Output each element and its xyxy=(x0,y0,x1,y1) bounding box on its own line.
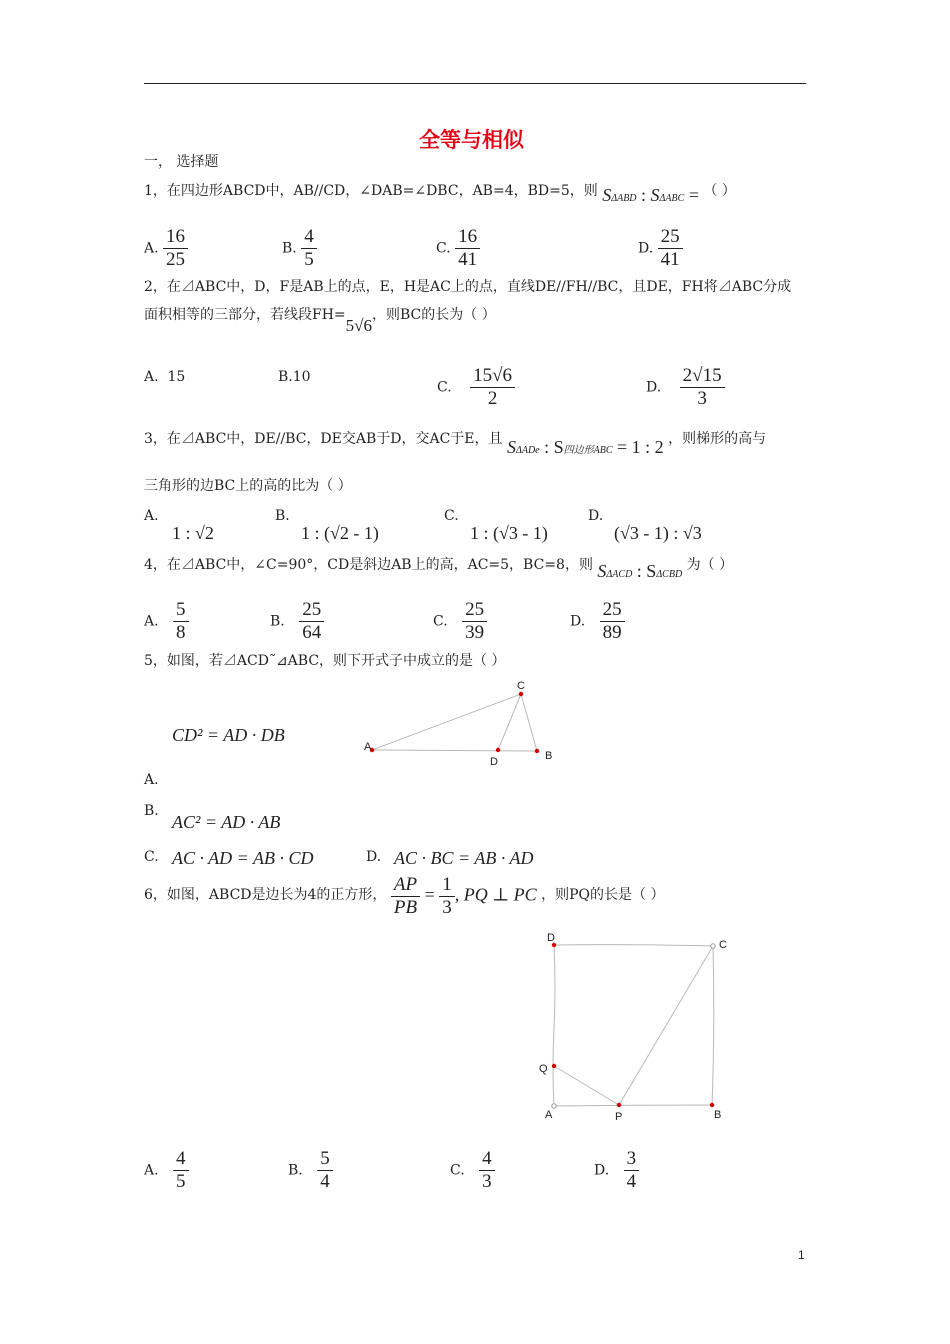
q1-paren: （ ） xyxy=(703,183,736,199)
q6-text: 6，如图，ABCD是边长为4的正方形， $\frac{AP}{PB}$ = $\frac{1}{3}$ , PQ ⊥ PC ，则PQ的长是（ ） xyxy=(144,874,665,918)
q6-point-q xyxy=(552,1064,556,1068)
q5-point-b xyxy=(535,749,539,753)
q6-label-a: A xyxy=(545,1109,553,1121)
q6-label-d: D xyxy=(547,932,555,944)
q2-line2: 面积相等的三部分，若线段FH=5√6，则BC的长为（ ） xyxy=(144,307,496,335)
q1-ratio: SΔABD : SΔABC = xyxy=(602,185,699,205)
page-title: 全等与相似 xyxy=(419,128,524,152)
q5-triangle-figure xyxy=(360,676,560,771)
q3-ratio: SΔADe : S四边形ABC = 1 : 2 xyxy=(506,437,664,457)
q3-text: 3，在⊿ABC中，DE//BC，DE交AB于D，交AC于E，且 SΔADe : S四边形ABC = 1 : 2 ，则梯形的高与 xyxy=(144,431,767,457)
q2-option-d: D. $\frac{2√15}{3}$ xyxy=(646,365,725,410)
q6-option-a: A. $\frac{4}{5}$ xyxy=(144,1148,189,1193)
q3-option-d: D. (√3 - 1) : √3 xyxy=(588,508,702,543)
q1-option-c: C. $\frac{16}{41}$ xyxy=(436,226,480,271)
q5-option-b-label: B. xyxy=(144,803,159,819)
q4-option-c: C. $\frac{25}{39}$ xyxy=(433,599,487,644)
q6-label-q: Q xyxy=(539,1063,548,1075)
q6-square-figure xyxy=(530,928,740,1128)
q4-text: 4，在⊿ABC中，∠C=90°，CD是斜边AB上的高，AC=5，BC=8，则 SΔACD : SΔCBD 为（ ） xyxy=(144,557,734,581)
q5-text: 5，如图，若⊿ACD˜⊿ABC，则下开式子中成立的是（ ） xyxy=(144,653,506,669)
q6-label-b: B xyxy=(714,1109,722,1121)
q3-option-b: B. 1 : (√2 - 1) xyxy=(275,508,379,543)
q4-option-b: B. $\frac{25}{64}$ xyxy=(270,599,324,644)
q5-option-a-expr: CD² = AD · DB xyxy=(172,725,285,745)
q6-point-p xyxy=(617,1103,621,1107)
q6-option-d: D. $\frac{3}{4}$ xyxy=(594,1148,639,1193)
q1-stem: 1，在四边形ABCD中，AB//CD，∠DAB=∠DBC，AB=4，BD=5，则 xyxy=(144,183,598,199)
q6-point-a xyxy=(552,1104,556,1108)
q2-option-a: A. 15 xyxy=(144,369,186,385)
q6-label-c: C xyxy=(719,939,727,951)
q1-option-d: D. $\frac{25}{41}$ xyxy=(638,226,683,271)
q4-ratio: SΔACD : SΔCBD xyxy=(597,561,683,581)
q2-option-c: C. $\frac{15√6}{2}$ xyxy=(437,365,515,410)
q1-option-b: B. $\frac{4}{5}$ xyxy=(282,226,317,271)
q2-line1: 2，在⊿ABC中，D，F是AB上的点，E，H是AC上的点，直线DE//FH//BC，且DE，FH将⊿ABC分成 xyxy=(144,279,792,295)
q5-point-d xyxy=(496,748,500,752)
q5-label-a: A xyxy=(364,741,372,753)
q5-option-d-expr: AC · BC = AB · AD xyxy=(394,848,534,868)
q2-option-b: B.10 xyxy=(278,369,311,385)
q3-line2: 三角形的边BC上的高的比为（ ） xyxy=(144,478,352,494)
q5-option-a-label: A. xyxy=(144,772,159,788)
q5-option-d-label: D. xyxy=(366,849,382,865)
q6-option-c: C. $\frac{4}{3}$ xyxy=(450,1148,495,1193)
q1-option-a: A. $\frac{16}{25}$ xyxy=(144,226,188,271)
q6-point-c xyxy=(711,944,715,948)
q5-label-c: C xyxy=(517,680,525,692)
q5-option-b-expr: AC² = AD · AB xyxy=(172,812,281,832)
q3-option-a: A. 1 : √2 xyxy=(144,508,214,543)
q5-label-d: D xyxy=(490,756,498,768)
q5-label-b: B xyxy=(545,750,553,762)
section-heading: 一， 选择题 xyxy=(144,154,219,170)
q6-point-b xyxy=(710,1103,714,1107)
q1-text xyxy=(144,180,736,205)
page-number: 1 xyxy=(798,1248,805,1262)
q5-point-c xyxy=(519,692,523,696)
q4-option-d: D. $\frac{25}{89}$ xyxy=(570,599,625,644)
q5-option-c-label: C. xyxy=(144,849,159,865)
q4-option-a: A. $\frac{5}{8}$ xyxy=(144,599,189,644)
header-rule xyxy=(144,83,806,84)
q6-option-b: B. $\frac{5}{4}$ xyxy=(288,1148,333,1193)
q5-option-c-expr: AC · AD = AB · CD xyxy=(172,848,314,868)
q3-option-c: C. 1 : (√3 - 1) xyxy=(444,508,548,543)
q2-fh-value: 5√6 xyxy=(345,316,372,335)
q6-label-p: P xyxy=(615,1111,623,1123)
